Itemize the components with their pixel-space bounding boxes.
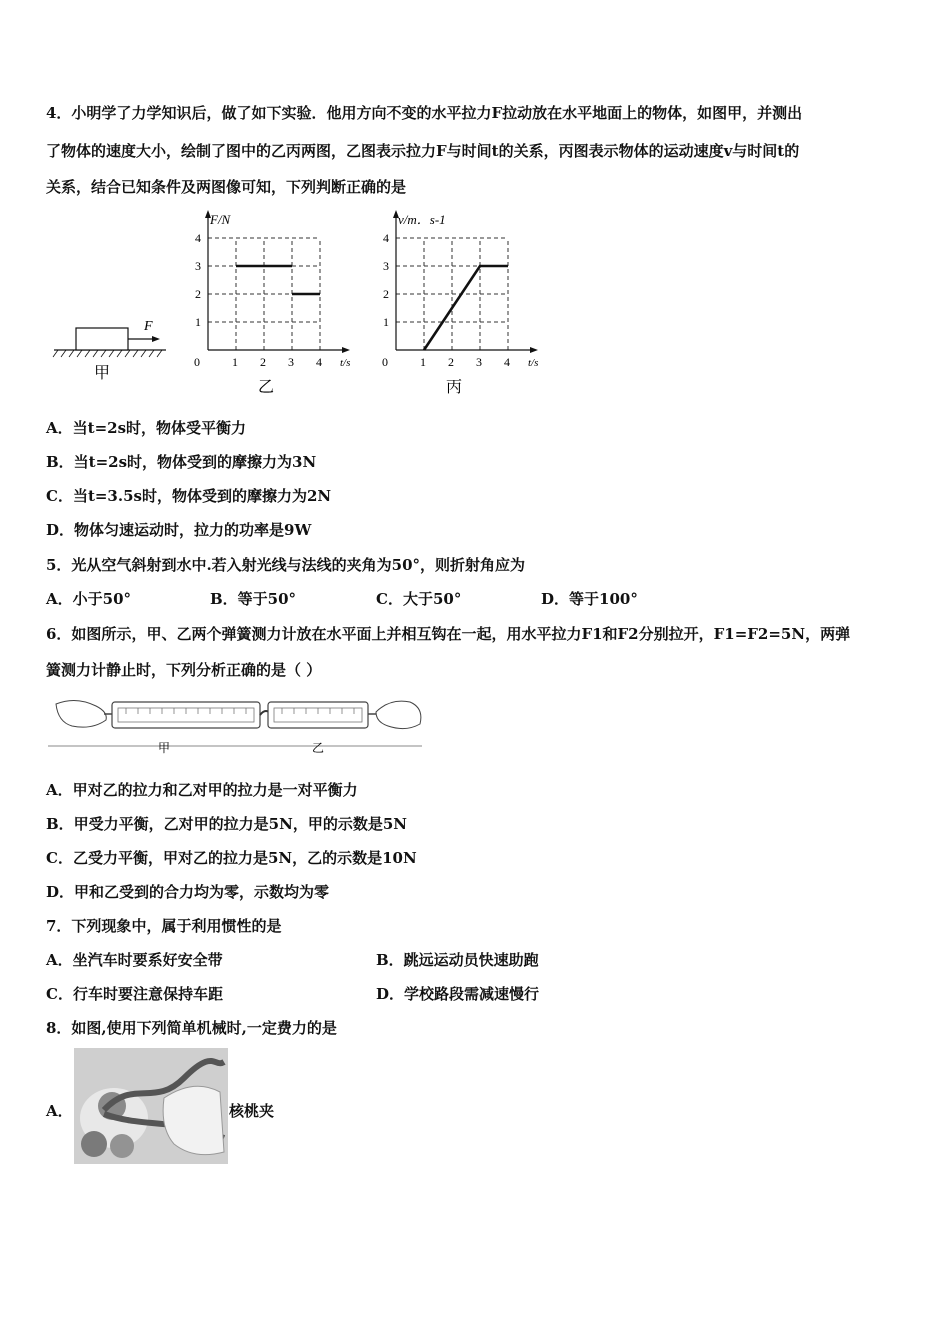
chart-bing-x-tick-4: 4 (504, 355, 510, 369)
walnut-3 (110, 1134, 134, 1158)
scale-yi (268, 702, 368, 728)
chart-yi-x-tick-1: 1 (232, 355, 238, 369)
q5-option-c[interactable]: C．大于50° (376, 590, 462, 608)
nutcracker-photo (74, 1048, 228, 1164)
chart-bing-caption: 丙 (446, 379, 463, 396)
chart-yi-y-tick-1: 1 (195, 315, 201, 329)
force-arrowhead (152, 336, 160, 342)
q5-option-b[interactable]: B．等于50° (210, 590, 297, 608)
block (76, 328, 128, 350)
chart-bing-x-tick-3: 3 (476, 355, 482, 369)
chart-bing-y-tick-4: 4 (383, 231, 389, 245)
chart-yi (190, 200, 380, 400)
q7-option-a[interactable]: A．坐汽车时要系好安全带 (46, 951, 223, 969)
q6-option-a[interactable]: A．甲对乙的拉力和乙对甲的拉力是一对平衡力 (46, 781, 358, 799)
q7-option-b[interactable]: B．跳远运动员快速助跑 (376, 951, 539, 969)
q7-stem: 7．下列现象中，属于利用惯性的是 (46, 917, 282, 935)
chart-yi-y-label: F/N (210, 212, 231, 227)
q6-option-c[interactable]: C．乙受力平衡，甲对乙的拉力是5N，乙的示数是10N (46, 849, 417, 867)
q6-option-d[interactable]: D．甲和乙受到的合力均为零，示数均为零 (46, 883, 330, 901)
chart-yi-x-tick-3: 3 (288, 355, 294, 369)
figure-jia (48, 310, 178, 390)
chart-bing-y-tick-3: 3 (383, 259, 389, 273)
chart-yi-x-label: t/s (340, 357, 351, 369)
left-hand-icon (56, 700, 106, 727)
chart-yi-x-tick-2: 2 (260, 355, 266, 369)
chart-yi-y-tick-2: 2 (195, 287, 201, 301)
chart-yi-x-tick-4: 4 (316, 355, 322, 369)
q4-stem-line2: 了物体的速度大小，绘制了图中的乙丙两图，乙图表示拉力F与时间t的关系，丙图表示物体的运动速度v与时间t的 (46, 142, 800, 160)
chart-yi-y-tick-3: 3 (195, 259, 201, 273)
right-hand-icon (376, 701, 421, 728)
q4-option-a[interactable]: A．当t=2s时，物体受平衡力 (46, 419, 247, 437)
q5-stem: 5．光从空气斜射到水中.若入射光线与法线的夹角为50°，则折射角应为 (46, 556, 526, 574)
scale-jia (112, 702, 260, 728)
chart-bing-y-label: v/m．s-1 (398, 212, 446, 227)
q6-option-b[interactable]: B．甲受力平衡，乙对甲的拉力是5N，甲的示数是5N (46, 815, 407, 833)
q8-option-a-letter[interactable]: A． (46, 1102, 73, 1120)
q4-stem-line3: 关系，结合已知条件及两图像可知，下列判断正确的是 (46, 178, 407, 196)
chart-bing-series-0 (424, 266, 508, 350)
q4-option-c[interactable]: C．当t=3.5s时，物体受到的摩擦力为2N (46, 487, 332, 505)
q7-option-c[interactable]: C．行车时要注意保持车距 (46, 985, 223, 1003)
chart-yi-caption: 乙 (258, 379, 275, 396)
chart-bing (378, 200, 568, 400)
chart-yi-x-tick-0: 0 (194, 355, 200, 369)
q6-stem-line2: 簧测力计静止时，下列分析正确的是（ ） (46, 661, 322, 679)
q8-stem: 8．如图,使用下列简单机械时,一定费力的是 (46, 1019, 337, 1037)
chart-bing-x-tick-0: 0 (382, 355, 388, 369)
scale-jia-label: 甲 (158, 741, 171, 755)
chart-bing-x-label: t/s (528, 357, 539, 369)
chart-bing-y-tick-1: 1 (383, 315, 389, 329)
chart-bing-y-tick-2: 2 (383, 287, 389, 301)
q4-option-b[interactable]: B．当t=2s时，物体受到的摩擦力为3N (46, 453, 317, 471)
figure-spring-scales (46, 690, 426, 760)
chart-bing-x-tick-1: 1 (420, 355, 426, 369)
walnut-2 (81, 1131, 107, 1157)
chart-yi-x-arrow (342, 347, 350, 353)
figure-jia-caption: 甲 (94, 365, 111, 382)
scale-yi-label: 乙 (312, 741, 325, 755)
ground-hatch (53, 350, 162, 357)
q7-option-d[interactable]: D．学校路段需减速慢行 (376, 985, 540, 1003)
q4-option-d[interactable]: D．物体匀速运动时，拉力的功率是9W (46, 521, 312, 539)
chart-bing-x-tick-2: 2 (448, 355, 454, 369)
chart-bing-x-arrow (530, 347, 538, 353)
q5-option-d[interactable]: D．等于100° (541, 590, 638, 608)
q5-option-a[interactable]: A．小于50° (46, 590, 132, 608)
q4-stem-line1: 4．小明学了力学知识后，做了如下实验．他用方向不变的水平拉力F拉动放在水平地面上的物体，如图甲，并测出 (46, 104, 803, 122)
force-label: F (144, 319, 153, 334)
q6-stem-line1: 6．如图所示，甲、乙两个弹簧测力计放在水平面上并相互钩在一起，用水平拉力F1和F2分别拉开，F1=F2=5N，两弹 (46, 625, 851, 643)
q8-option-a-label[interactable]: 核桃夹 (229, 1102, 275, 1120)
chart-yi-y-tick-4: 4 (195, 231, 201, 245)
